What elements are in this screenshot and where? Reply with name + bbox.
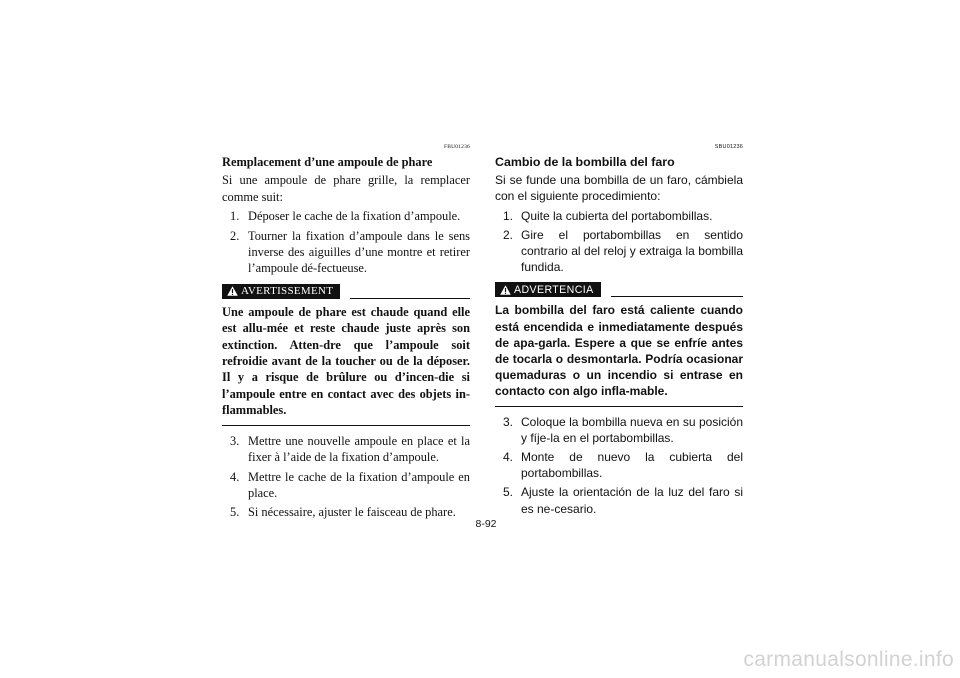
list-item: 4. Mettre le cache de la fixation d’ampoule en place. — [230, 469, 470, 500]
intro-text: Si une ampoule de phare grille, la remplacer comme suit: — [222, 173, 470, 204]
steps-list-a — [495, 208, 743, 276]
warning-text: Une ampoule de phare est chaude quand elle est allu-mée et reste chaude juste après son extinction. Atten-dre que l’ampoule soit refroidie avant de la toucher ou de la déposer. Il y a risque de brûlure ou d’incen-die si l’ampoule entre en contact avec des objets in-flammables. — [222, 304, 470, 418]
warning-header — [495, 282, 743, 297]
french-column — [222, 144, 470, 524]
warning-badge — [222, 284, 340, 299]
warning-badge — [495, 282, 601, 297]
section-code: SBU01236 — [714, 144, 743, 150]
list-item: 3. Coloque la bombilla nueva en su posición y fíje-la en el portabombillas. — [503, 414, 743, 445]
page-number: 8-92 — [475, 518, 497, 530]
steps-list-b — [495, 414, 743, 517]
spanish-column — [495, 144, 743, 520]
watermark: carmanualsonline.info — [743, 648, 954, 671]
section-title: Remplacement d’une ampoule de phare — [222, 155, 433, 169]
divider — [611, 296, 743, 297]
list-item: 1. Déposer le cache de la fixation d’ampoule. — [230, 209, 461, 224]
warning-label: ADVERTENCIA — [514, 283, 594, 296]
divider — [222, 425, 470, 426]
list-item: 4. Monte de nuevo la cubierta del portabombillas. — [503, 450, 743, 481]
warning-triangle-icon — [227, 286, 238, 296]
warning-text: La bombilla del faro está caliente cuando está encendida e inmediatamente después de apa-garla. Espere a que se enfríe antes de tocarla o desmontarla. Podría ocasionar quemaduras o un incendio si entrase en contacto con algo infla-mable. — [495, 303, 743, 399]
list-item: 1. Quite la cubierta del portabombillas. — [503, 208, 713, 223]
section-title: Cambio de la bombilla del faro — [495, 155, 675, 169]
intro-text: Si se funde una bombilla de un faro, cámbiela con el siguiente procedimiento: — [495, 173, 743, 204]
list-item: 3. Mettre une nouvelle ampoule en place et la fixer à l’aide de la fixation d’ampoule. — [230, 433, 470, 465]
steps-list-b — [222, 433, 470, 521]
warning-header — [222, 284, 470, 299]
steps-list-a — [222, 208, 470, 277]
divider — [495, 406, 743, 407]
list-item: 2. Gire el portabombillas en sentido contrario al del reloj y extraiga la bombilla fundida. — [503, 227, 743, 275]
list-item: 5. Ajuste la orientación de la luz del faro si es ne-cesario. — [503, 485, 743, 516]
divider — [350, 298, 470, 299]
list-item: 5. Si nécessaire, ajuster le faisceau de phare. — [230, 505, 456, 520]
warning-label: AVERTISSEMENT — [241, 285, 334, 298]
list-item: 2. Tourner la fixation d’ampoule dans le sens inverse des aiguilles d’une montre et retirer l’ampoule dé-fectueuse. — [230, 228, 470, 276]
warning-triangle-icon — [500, 285, 511, 295]
section-code: FBU01236 — [443, 144, 470, 150]
